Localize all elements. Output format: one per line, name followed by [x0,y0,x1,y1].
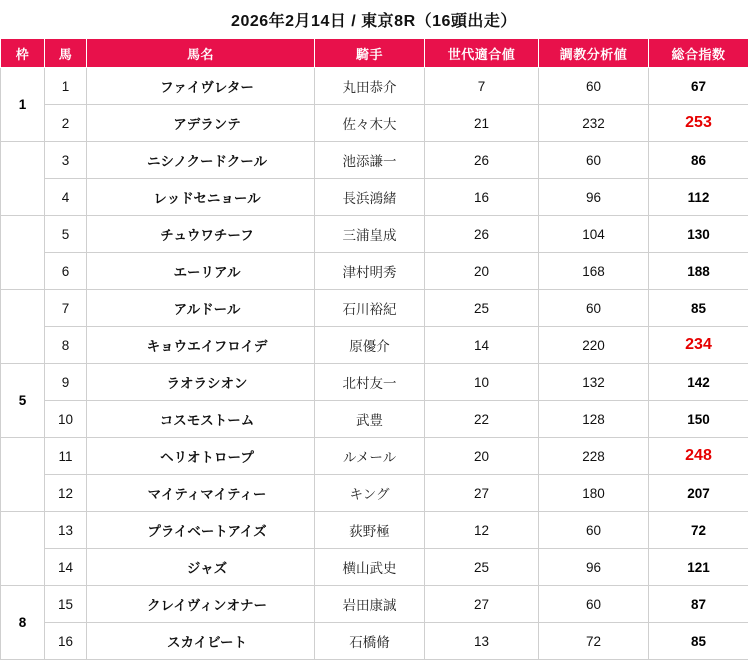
horse-number-cell: 1 [45,68,87,105]
jockey-cell: 岩田康誠 [315,586,425,623]
generation-fit-cell: 27 [425,586,539,623]
jockey-cell: 三浦皇成 [315,216,425,253]
column-header-jockey: 騎手 [315,39,425,68]
horse-number-cell: 15 [45,586,87,623]
generation-fit-cell: 22 [425,401,539,438]
total-index-cell: 207 [649,475,748,512]
jockey-cell: ルメール [315,438,425,475]
table-row [1,142,748,179]
jockey-cell: 津村明秀 [315,253,425,290]
horse-number-cell: 10 [45,401,87,438]
training-analysis-cell: 168 [539,253,649,290]
generation-fit-cell: 14 [425,327,539,364]
table-row [1,549,748,586]
horse-name-cell: ファイヴレター [87,68,315,105]
total-index-cell: 87 [649,586,748,623]
horse-number-cell: 13 [45,512,87,549]
generation-fit-cell: 7 [425,68,539,105]
column-header-total-index: 総合指数 [649,39,748,68]
jockey-cell: 佐々木大 [315,105,425,142]
horse-name-cell: ヘリオトロープ [87,438,315,475]
generation-fit-cell: 26 [425,216,539,253]
jockey-cell: 池添謙一 [315,142,425,179]
horse-number-cell: 7 [45,290,87,327]
jockey-cell: 荻野極 [315,512,425,549]
column-header-waku: 枠 [1,39,45,68]
training-analysis-cell: 60 [539,68,649,105]
column-header-training-analysis: 調教分析値 [539,39,649,68]
horse-number-cell: 6 [45,253,87,290]
jockey-cell: 石橋脩 [315,623,425,660]
generation-fit-cell: 27 [425,475,539,512]
total-index-cell: 86 [649,142,748,179]
training-analysis-cell: 220 [539,327,649,364]
jockey-cell: 丸田恭介 [315,68,425,105]
horse-name-cell: レッドセニョール [87,179,315,216]
table-body [1,68,748,660]
total-index-cell: 142 [649,364,748,401]
table-header [1,39,748,68]
horse-name-cell: キョウエイフロイデ [87,327,315,364]
table-row [1,401,748,438]
horse-name-cell: スカイビート [87,623,315,660]
waku-cell: 8 [1,586,45,660]
table-row [1,105,748,142]
table-row [1,68,748,105]
jockey-cell: 長浜鴻緒 [315,179,425,216]
waku-cell: 4 [1,290,45,364]
waku-cell: 2 [1,142,45,216]
race-table [0,38,748,660]
generation-fit-cell: 16 [425,179,539,216]
total-index-cell: 67 [649,68,748,105]
horse-name-cell: マイティマイティー [87,475,315,512]
total-index-cell: 234 [649,327,748,364]
horse-number-cell: 14 [45,549,87,586]
generation-fit-cell: 20 [425,253,539,290]
generation-fit-cell: 20 [425,438,539,475]
total-index-cell: 188 [649,253,748,290]
horse-name-cell: コスモストーム [87,401,315,438]
generation-fit-cell: 21 [425,105,539,142]
horse-name-cell: ラオラシオン [87,364,315,401]
waku-cell: 5 [1,364,45,438]
training-analysis-cell: 228 [539,438,649,475]
horse-name-cell: クレイヴィンオナー [87,586,315,623]
column-header-generation-fit: 世代適合値 [425,39,539,68]
horse-number-cell: 12 [45,475,87,512]
generation-fit-cell: 25 [425,549,539,586]
total-index-cell: 72 [649,512,748,549]
total-index-cell: 150 [649,401,748,438]
generation-fit-cell: 12 [425,512,539,549]
training-analysis-cell: 232 [539,105,649,142]
waku-cell: 6 [1,438,45,512]
waku-cell: 1 [1,68,45,142]
jockey-cell: 石川裕紀 [315,290,425,327]
horse-name-cell: チュウワチーフ [87,216,315,253]
jockey-cell: 横山武史 [315,549,425,586]
total-index-cell: 253 [649,105,748,142]
horse-name-cell: アルドール [87,290,315,327]
jockey-cell: 原優介 [315,327,425,364]
table-row [1,253,748,290]
table-row [1,623,748,660]
horse-number-cell: 4 [45,179,87,216]
generation-fit-cell: 25 [425,290,539,327]
training-analysis-cell: 104 [539,216,649,253]
horse-number-cell: 16 [45,623,87,660]
horse-number-cell: 8 [45,327,87,364]
column-header-horse-name: 馬名 [87,39,315,68]
table-row [1,290,748,327]
training-analysis-cell: 60 [539,512,649,549]
table-row [1,438,748,475]
jockey-cell: キング [315,475,425,512]
training-analysis-cell: 60 [539,290,649,327]
table-row [1,586,748,623]
generation-fit-cell: 26 [425,142,539,179]
horse-number-cell: 9 [45,364,87,401]
total-index-cell: 248 [649,438,748,475]
jockey-cell: 武豊 [315,401,425,438]
horse-name-cell: ニシノクードクール [87,142,315,179]
horse-name-cell: プライベートアイズ [87,512,315,549]
generation-fit-cell: 13 [425,623,539,660]
horse-number-cell: 3 [45,142,87,179]
table-row [1,364,748,401]
table-row [1,327,748,364]
horse-number-cell: 11 [45,438,87,475]
horse-name-cell: エーリアル [87,253,315,290]
training-analysis-cell: 96 [539,549,649,586]
table-row [1,512,748,549]
total-index-cell: 130 [649,216,748,253]
training-analysis-cell: 72 [539,623,649,660]
table-row [1,475,748,512]
table-header-row [1,39,748,68]
training-analysis-cell: 60 [539,586,649,623]
horse-name-cell: ジャズ [87,549,315,586]
horse-number-cell: 5 [45,216,87,253]
table-row [1,216,748,253]
generation-fit-cell: 10 [425,364,539,401]
page-title: 2026年2月14日 / 東京8R（16頭出走） [0,0,748,38]
waku-cell: 3 [1,216,45,290]
jockey-cell: 北村友一 [315,364,425,401]
training-analysis-cell: 132 [539,364,649,401]
total-index-cell: 85 [649,290,748,327]
training-analysis-cell: 180 [539,475,649,512]
total-index-cell: 85 [649,623,748,660]
training-analysis-cell: 96 [539,179,649,216]
table-row [1,179,748,216]
training-analysis-cell: 60 [539,142,649,179]
training-analysis-cell: 128 [539,401,649,438]
column-header-uma: 馬 [45,39,87,68]
horse-number-cell: 2 [45,105,87,142]
total-index-cell: 121 [649,549,748,586]
waku-cell: 7 [1,512,45,586]
horse-name-cell: アデランテ [87,105,315,142]
total-index-cell: 112 [649,179,748,216]
